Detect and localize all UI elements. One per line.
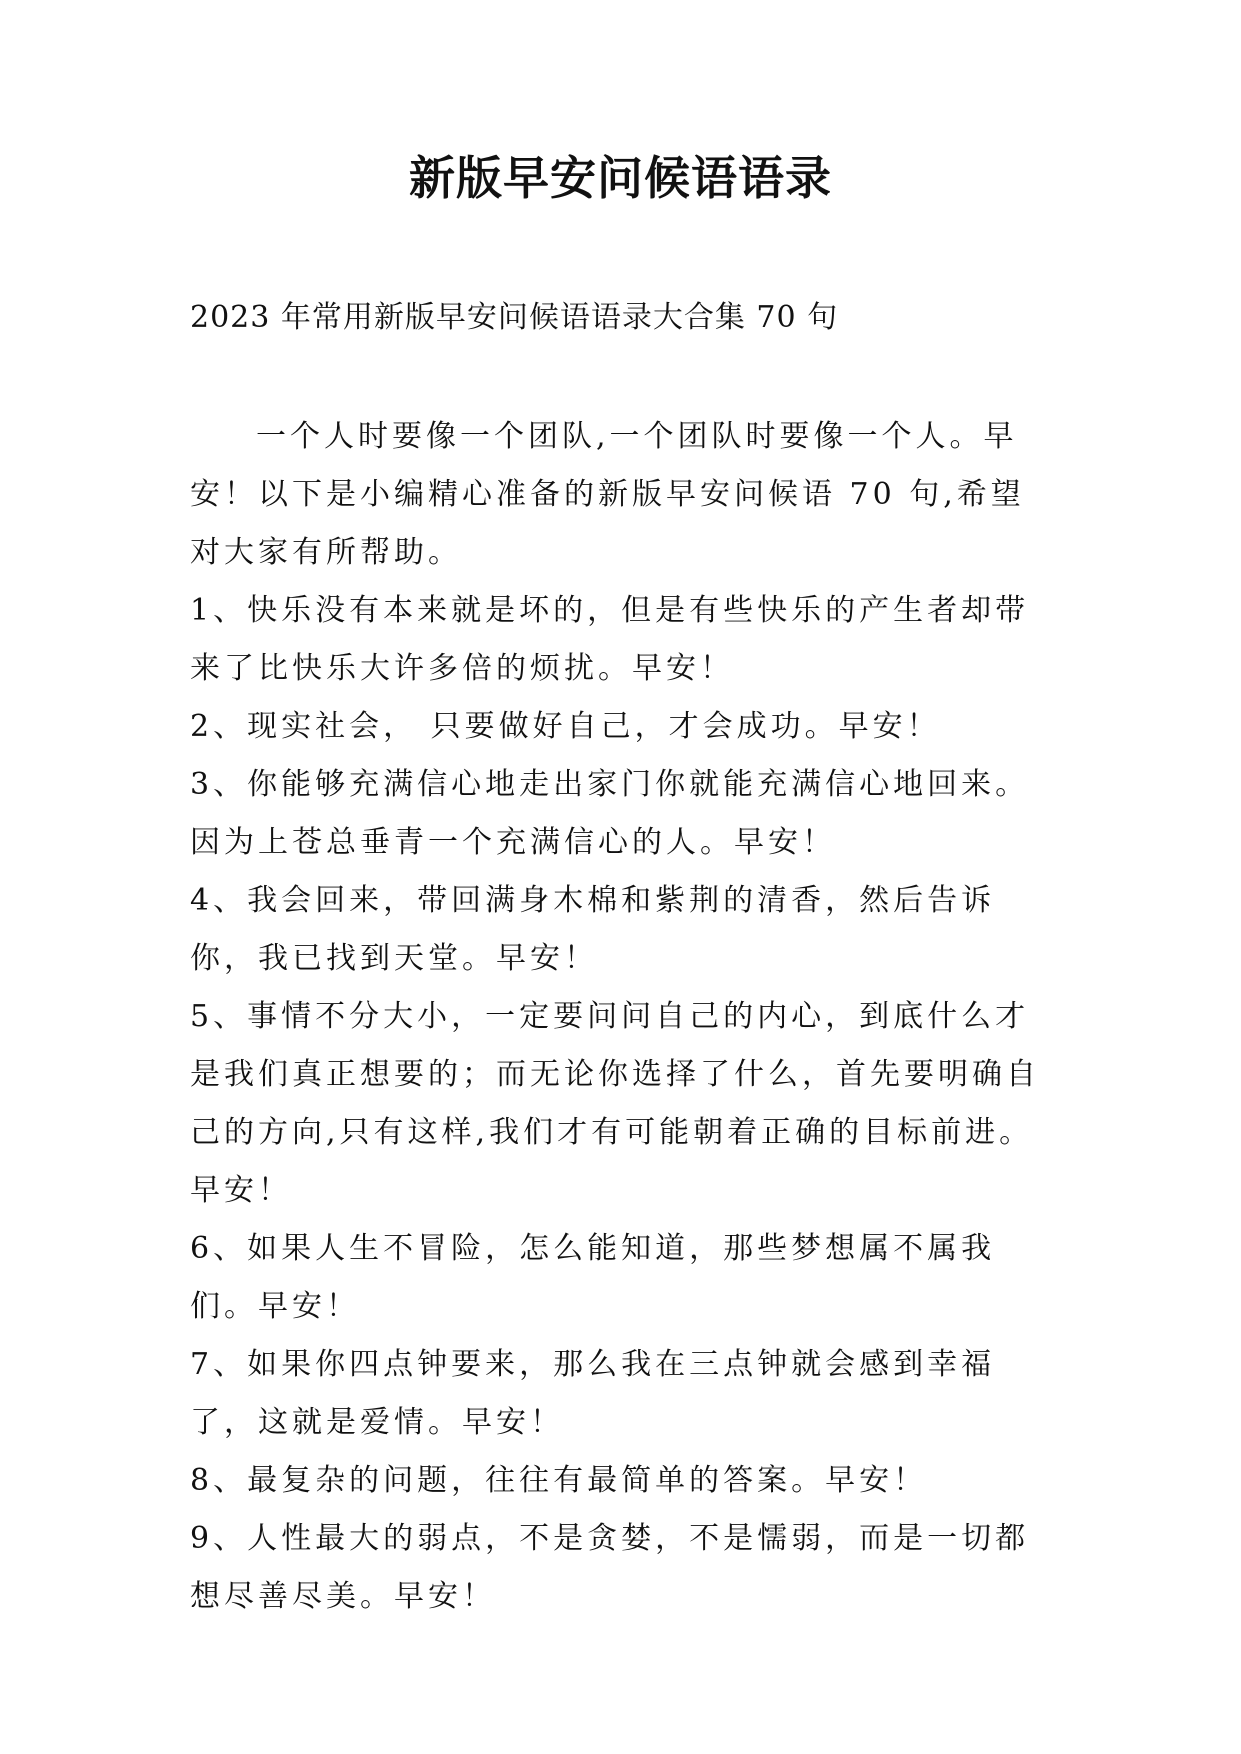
quote-item: 8、最复杂的问题，往往有最简单的答案。早安！ xyxy=(190,1463,928,1498)
quote-item: 5、事情不分大小，一定要问问自己的内心，到底什么才是我们真正想要的；而无论你选择了什么，首先要明确自己的方向,只有这样,我们才有可能朝着正确的目标前进。早安！ xyxy=(190,999,1040,1208)
quote-item: 2、现实社会， 只要做好自己，才会成功。早安！ xyxy=(190,709,941,744)
quote-item: 9、人性最大的弱点，不是贪婪，不是懦弱，而是一切都想尽善尽美。早安！ xyxy=(190,1521,1030,1614)
document-body xyxy=(190,408,1056,1626)
document-subtitle: 2023 年常用新版早安问候语语录大合集 70 句 xyxy=(190,300,839,335)
quote-item: 4、我会回来，带回满身木棉和紫荆的清香，然后告诉你，我已找到天堂。早安！ xyxy=(190,883,996,976)
quote-item: 3、你能够充满信心地走出家门你就能充满信心地回来。因为上苍总垂青一个充满信心的人。早安！ xyxy=(190,767,1030,860)
quote-item: 6、如果人生不冒险，怎么能知道，那些梦想属不属我们。早安！ xyxy=(190,1231,996,1324)
document-title: 新版早安问候语语录 xyxy=(409,151,832,205)
intro-paragraph: 一个人时要像一个团队,一个团队时要像一个人。早安！以下是小编精心准备的新版早安问候语 70 句,希望对大家有所帮助。 xyxy=(190,419,1025,570)
quote-item: 7、如果你四点钟要来，那么我在三点钟就会感到幸福了，这就是爱情。早安！ xyxy=(190,1347,996,1440)
quote-item: 1、快乐没有本来就是坏的，但是有些快乐的产生者却带来了比快乐大许多倍的烦扰。早安！ xyxy=(190,593,1030,686)
